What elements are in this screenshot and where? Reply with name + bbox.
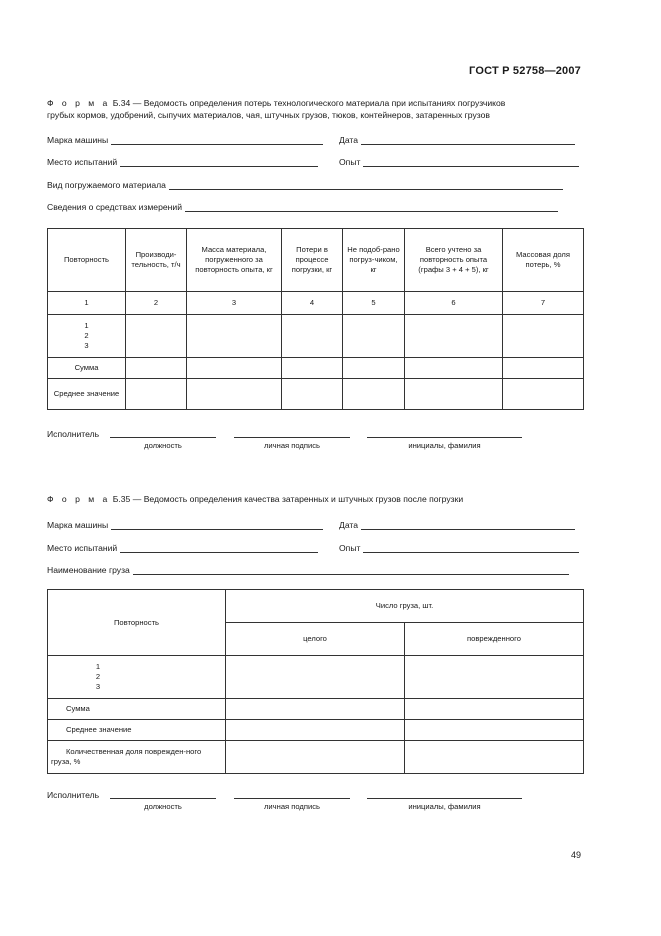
th-loss-share: Массовая доля потерь, % (503, 229, 584, 292)
th-losses: Потери в процессе погрузки, кг (282, 229, 343, 292)
field-trial (339, 541, 579, 553)
data-cell[interactable] (343, 358, 405, 379)
th-damaged: поврежденного (405, 623, 584, 656)
col-number: 7 (503, 292, 584, 315)
mean-label: Среднее значение (48, 720, 226, 741)
data-cell[interactable] (343, 315, 405, 358)
field-machine-brand (47, 133, 323, 145)
field-cargo-name (47, 563, 569, 575)
field-label: Дата (339, 520, 359, 530)
signature-line[interactable] (234, 789, 350, 799)
field-label: Опыт (339, 157, 361, 167)
field-label: Марка машины (47, 135, 109, 145)
data-cell[interactable] (226, 656, 405, 699)
col-number: 3 (187, 292, 282, 315)
data-cell[interactable] (503, 358, 584, 379)
field-label: Место испытаний (47, 543, 118, 553)
field-test-site (47, 541, 318, 553)
fill-line[interactable] (133, 565, 569, 575)
name-line[interactable] (367, 428, 522, 438)
fill-line[interactable] (120, 157, 318, 167)
data-cell[interactable] (503, 379, 584, 410)
data-cell[interactable] (405, 741, 584, 774)
table-row (48, 379, 584, 410)
data-cell[interactable] (405, 656, 584, 699)
table-row (48, 741, 584, 774)
field-label: Опыт (339, 543, 361, 553)
field-label: Место испытаний (47, 157, 118, 167)
repeat-1: 1 (84, 321, 89, 330)
field-instruments (47, 200, 558, 212)
th-mass: Масса материала, погруженного за повторность опыта, кг (187, 229, 282, 292)
data-cell[interactable] (226, 741, 405, 774)
data-cell[interactable] (126, 315, 187, 358)
field-label: Дата (339, 135, 359, 145)
col-number: 2 (126, 292, 187, 315)
data-cell[interactable] (405, 379, 503, 410)
position-line[interactable] (110, 789, 216, 799)
sum-label: Сумма (48, 358, 126, 379)
data-cell[interactable] (282, 379, 343, 410)
form-word: Ф о р м а (47, 98, 111, 108)
th-whole: целого (226, 623, 405, 656)
fill-line[interactable] (361, 135, 575, 145)
th-cargo-count: Число груза, шт. (226, 590, 584, 623)
field-test-site (47, 155, 318, 167)
fill-line[interactable] (111, 135, 323, 145)
fill-line[interactable] (363, 543, 579, 553)
table-row (48, 720, 584, 741)
col-number: 5 (343, 292, 405, 315)
repeat-2: 2 (84, 331, 89, 340)
field-date (339, 133, 575, 145)
th-repeat: Повторность (48, 229, 126, 292)
position-caption: должность (144, 802, 182, 811)
form-b34-title-line1: Б.34 — Ведомость определения потерь технологического материала при испытаниях погрузчиков (112, 98, 506, 108)
form-b34-title-line2: грубых кормов, удобрений, сыпучих материалов, чая, штучных грузов, тюков, контейнеров, затаренных грузов (47, 110, 490, 120)
signature-caption: личная подпись (264, 441, 320, 450)
fill-line[interactable] (120, 543, 318, 553)
data-cell[interactable] (282, 315, 343, 358)
data-cell[interactable] (126, 379, 187, 410)
th-repeat: Повторность (48, 590, 226, 656)
data-cell[interactable] (405, 315, 503, 358)
fill-line[interactable] (111, 520, 323, 530)
form-b35-title (47, 493, 587, 505)
data-cell[interactable] (126, 358, 187, 379)
position-caption: должность (144, 441, 182, 450)
field-date (339, 518, 575, 530)
name-caption: инициалы, фамилия (408, 441, 481, 450)
field-machine-brand (47, 518, 323, 530)
field-label: Сведения о средствах измерений (47, 202, 182, 212)
fill-line[interactable] (361, 520, 575, 530)
sum-label: Сумма (48, 699, 226, 720)
field-label: Марка машины (47, 520, 109, 530)
data-cell[interactable] (187, 358, 282, 379)
fill-line[interactable] (363, 157, 579, 167)
damaged-share-label: Количественная доля поврежден-ного груза, % (48, 741, 226, 774)
document-code: ГОСТ Р 52758—2007 (469, 65, 581, 77)
page-number: 49 (570, 850, 581, 860)
table-b34 (47, 228, 584, 410)
field-material-type (47, 178, 563, 190)
table-row (48, 656, 584, 699)
fill-line[interactable] (169, 180, 563, 190)
th-total: Всего учтено за повторность опыта (графы 3 + 4 + 5), кг (405, 229, 503, 292)
repeat-numbers (48, 315, 126, 358)
table-row (48, 358, 584, 379)
data-cell[interactable] (282, 358, 343, 379)
repeat-1: 1 (95, 662, 101, 671)
signature-line[interactable] (234, 428, 350, 438)
mean-label: Среднее значение (48, 379, 126, 410)
form-b35-title-line1: Б.35 — Ведомость определения качества затаренных и штучных грузов после погрузки (112, 494, 464, 504)
table-row (48, 699, 584, 720)
executor-label: Исполнитель (47, 790, 100, 800)
th-not-picked: Не подоб-рано погруз-чиком, кг (343, 229, 405, 292)
table-row (48, 315, 584, 358)
data-cell[interactable] (187, 315, 282, 358)
data-cell[interactable] (405, 358, 503, 379)
executor-label: Исполнитель (47, 429, 100, 439)
col-number: 1 (48, 292, 126, 315)
name-line[interactable] (367, 789, 522, 799)
field-label: Вид погружаемого материала (47, 180, 166, 190)
repeat-2: 2 (95, 672, 101, 681)
name-caption: инициалы, фамилия (408, 802, 481, 811)
repeat-numbers (48, 656, 226, 699)
col-number: 4 (282, 292, 343, 315)
col-number: 6 (405, 292, 503, 315)
fill-line[interactable] (185, 202, 558, 212)
repeat-3: 3 (84, 341, 89, 350)
data-cell[interactable] (405, 720, 584, 741)
data-cell[interactable] (187, 379, 282, 410)
th-productivity: Производи-тельность, т/ч (126, 229, 187, 292)
form-word: Ф о р м а (47, 494, 111, 504)
data-cell[interactable] (226, 699, 405, 720)
position-line[interactable] (110, 428, 216, 438)
signature-caption: личная подпись (264, 802, 320, 811)
data-cell[interactable] (226, 720, 405, 741)
form-b34-title (47, 97, 587, 121)
repeat-3: 3 (95, 682, 101, 691)
field-label: Наименование груза (47, 565, 130, 575)
field-trial (339, 155, 579, 167)
data-cell[interactable] (503, 315, 584, 358)
data-cell[interactable] (343, 379, 405, 410)
data-cell[interactable] (405, 699, 584, 720)
table-b35 (47, 589, 584, 774)
